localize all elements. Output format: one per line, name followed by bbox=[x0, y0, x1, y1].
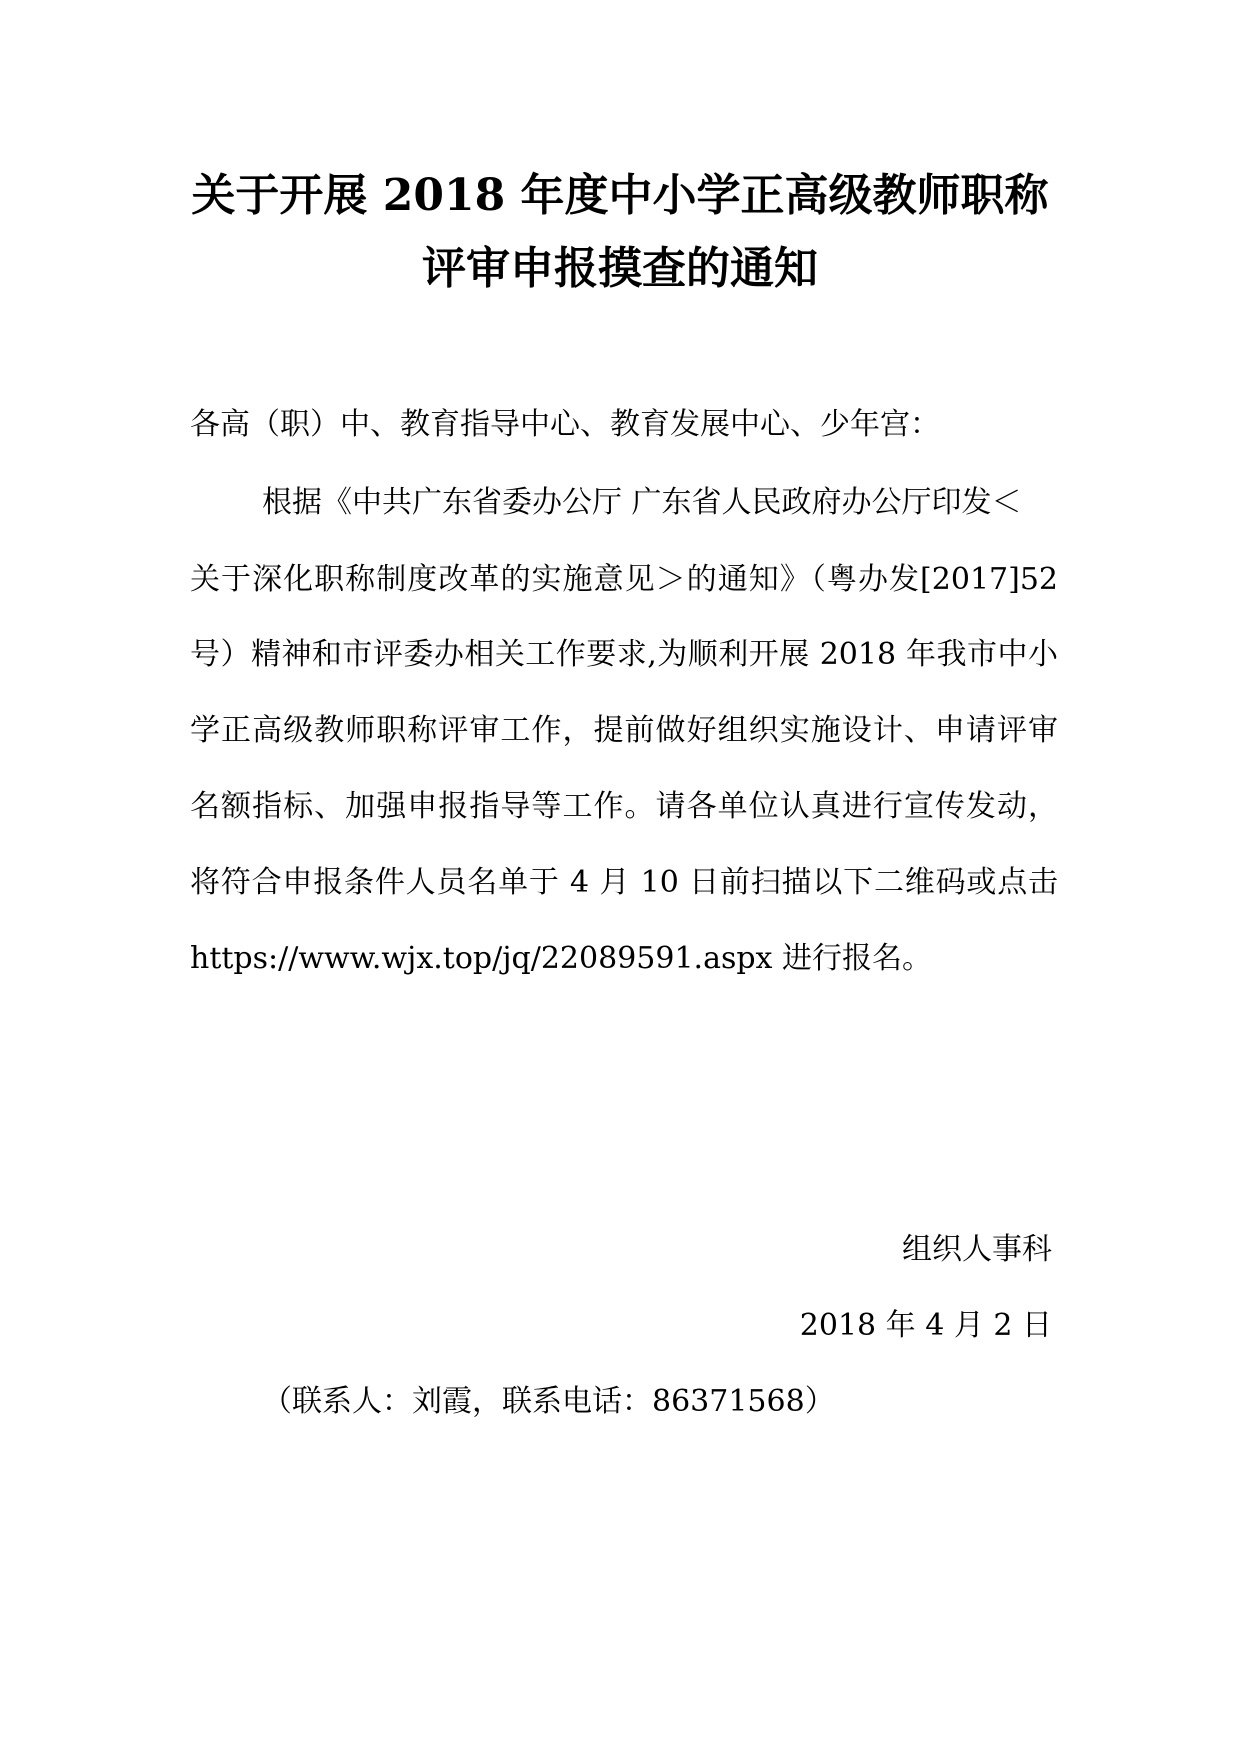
body-line-1: 根据《中共广东省委办公厅 广东省人民政府办公厅印发＜ bbox=[262, 485, 1022, 520]
signature-org: 组织人事科 bbox=[902, 1232, 1052, 1267]
body-line-4: 学正高级教师职称评审工作，提前做好组织实施设计、申请评审 bbox=[190, 713, 1058, 748]
salutation: 各高（职）中、教育指导中心、教育发展中心、少年宫： bbox=[190, 407, 940, 442]
body-line-7-registration-link: https://www.wjx.top/jq/22089591.aspx 进行报名。 bbox=[190, 941, 933, 976]
document-title-line-2: 评审申报摸查的通知 bbox=[422, 243, 818, 294]
signature-date: 2018 年 4 月 2 日 bbox=[799, 1308, 1052, 1343]
contact-info: （联系人：刘霞，联系电话：86371568） bbox=[262, 1384, 835, 1419]
body-line-5: 名额指标、加强申报指导等工作。请各单位认真进行宣传发动， bbox=[190, 789, 1058, 824]
document-title-line-1: 关于开展 2018 年度中小学正高级教师职称 bbox=[191, 170, 1049, 221]
body-line-2: 关于深化职称制度改革的实施意见＞的通知》（粤办发[2017]52 bbox=[190, 562, 1058, 597]
body-line-6: 将符合申报条件人员名单于 4 月 10 日前扫描以下二维码或点击 bbox=[190, 865, 1058, 900]
body-line-3: 号）精神和市评委办相关工作要求,为顺利开展 2018 年我市中小 bbox=[190, 637, 1058, 672]
